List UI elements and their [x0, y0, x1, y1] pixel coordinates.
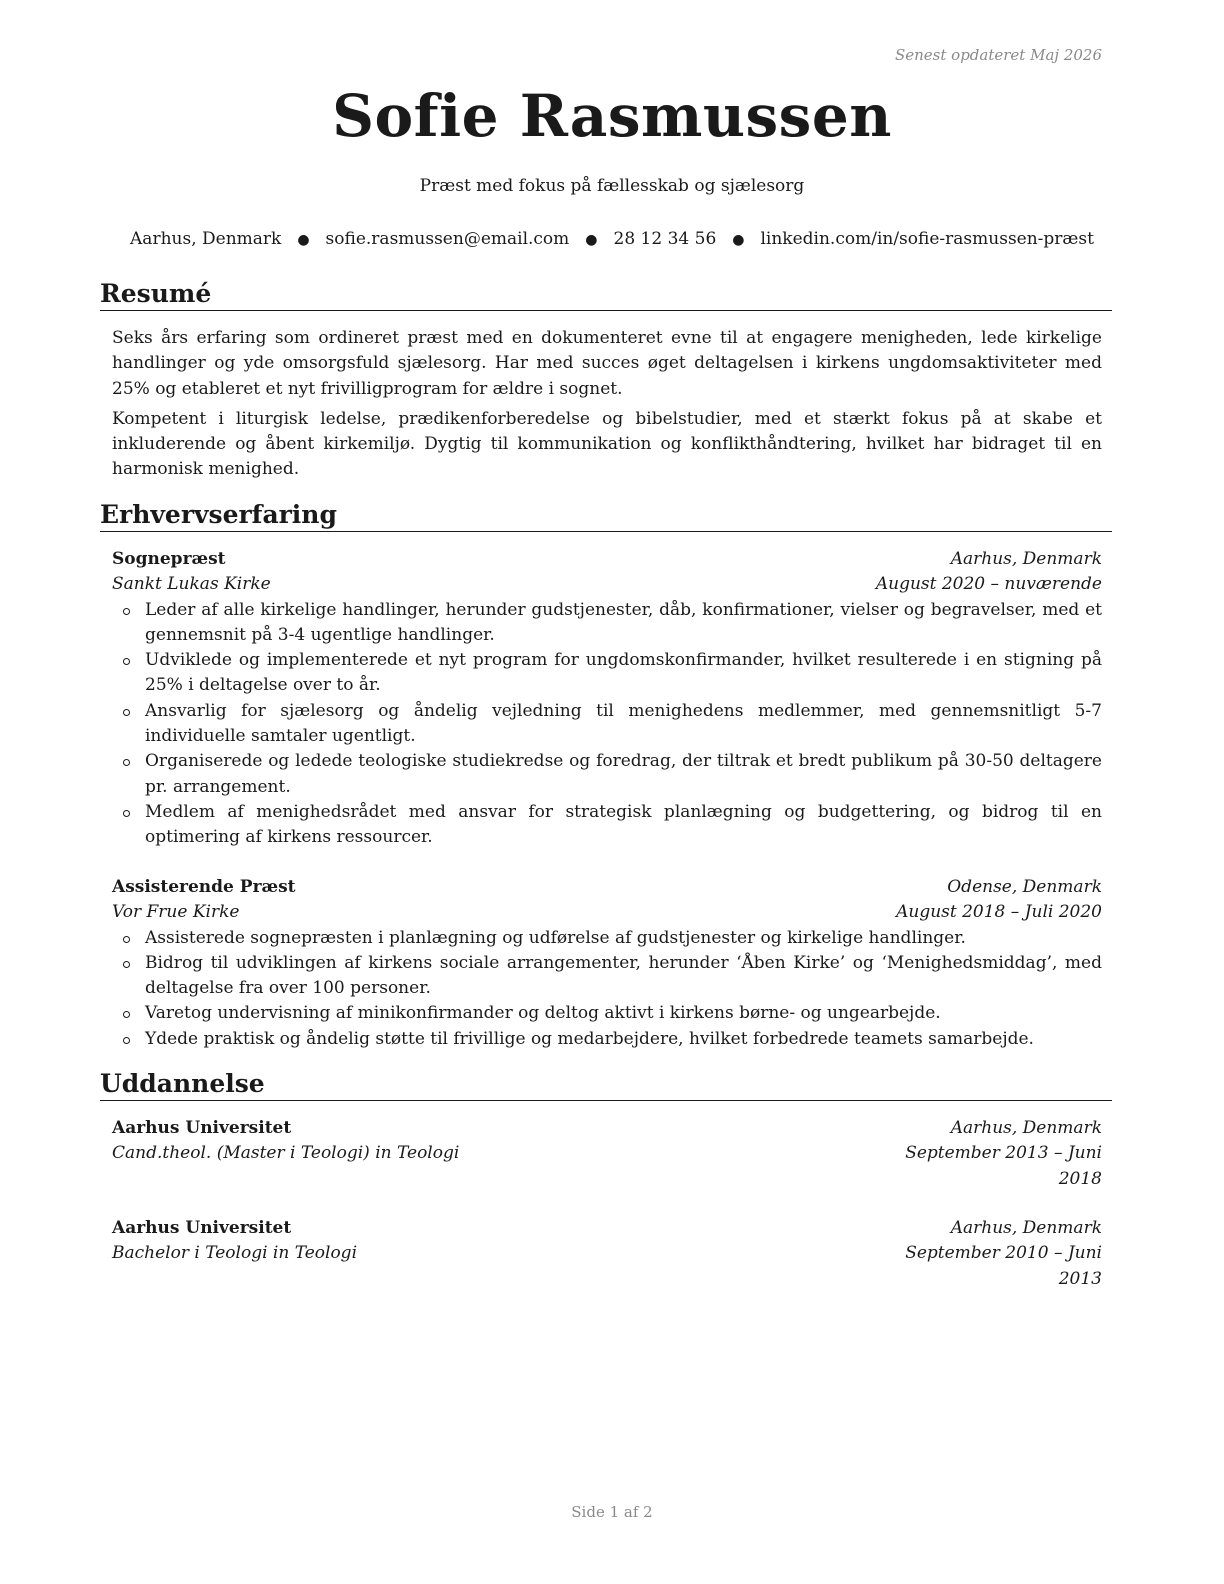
education-dates: September 2010 – Juni 2013	[905, 1243, 1102, 1289]
job-role: Sognepræst	[112, 549, 226, 569]
section-title-experience: Erhvervserfaring	[100, 500, 1112, 532]
bullet-separator-icon: ●	[585, 232, 598, 248]
school-location: Aarhus, Denmark	[950, 1218, 1102, 1238]
bullet-separator-icon: ●	[297, 232, 310, 248]
job-location: Odense, Denmark	[947, 877, 1102, 897]
job-entry	[112, 547, 1102, 851]
contact-line	[0, 229, 1224, 249]
summary-paragraph: Kompetent i liturgisk ledelse, prædikenforberedelse og bibelstudier, med et stærkt fokus på at skabe et inkluderende og åbent kirkemiljø. Dygtig til kommunikation og konflikthåndtering, hvilket har bidraget til en harmonisk menighed.	[112, 408, 1102, 480]
education-entry	[112, 1216, 1102, 1292]
job-org: Vor Frue Kirke	[112, 902, 240, 923]
school-name: Aarhus Universitet	[112, 1218, 292, 1238]
list-item: Medlem af menighedsrådet med ansvar for strategisk planlægning og budgettering, og bidrog til en optimering af kirkens ressourcer.	[112, 800, 1102, 851]
job-dates: August 2018 – Juli 2020	[896, 902, 1102, 923]
list-item: Udviklede og implementerede et nyt program for ungdomskonfirmander, hvilket resulterede i en stigning på 25% i deltagelse over to år.	[112, 648, 1102, 699]
job-bullets	[112, 926, 1102, 1052]
circle-bullet-icon	[123, 759, 130, 766]
job-location: Aarhus, Denmark	[950, 549, 1102, 569]
contact-email[interactable]: sofie.rasmussen@email.com	[325, 229, 570, 249]
tagline: Præst med fokus på fællesskab og sjælesorg	[419, 176, 805, 196]
circle-bullet-icon	[123, 658, 130, 665]
degree: Cand.theol. (Master i Teologi) in Teologi	[112, 1143, 460, 1164]
job-entry	[112, 875, 1102, 1052]
summary-block	[112, 326, 1102, 488]
circle-bullet-icon	[123, 1011, 130, 1018]
list-item: Leder af alle kirkelige handlinger, herunder gudstjenester, dåb, konfirmationer, vielser og begravelser, med et gennemsnit på 3-4 ugentlige handlinger.	[112, 598, 1102, 649]
job-dates: August 2020 – nuværende	[875, 574, 1102, 595]
page-number: Side 1 af 2	[571, 1503, 653, 1521]
education-dates: September 2013 – Juni 2018	[905, 1143, 1102, 1189]
list-item: Organiserede og ledede teologiske studiekredse og foredrag, der tiltrak et bredt publikum på 30-50 deltagere pr. arrangement.	[112, 749, 1102, 800]
list-item: Ydede praktisk og åndelig støtte til frivillige og medarbejdere, hvilket forbedrede teamets samarbejde.	[112, 1027, 1102, 1052]
education-entry	[112, 1116, 1102, 1192]
section-title-education: Uddannelse	[100, 1069, 1112, 1101]
circle-bullet-icon	[123, 1037, 130, 1044]
bullet-separator-icon: ●	[732, 232, 745, 248]
list-item: Varetog undervisning af minikonfirmander og deltog aktivt i kirkens børne- og ungearbejde.	[112, 1001, 1102, 1026]
circle-bullet-icon	[123, 936, 130, 943]
contact-location: Aarhus, Denmark	[130, 229, 282, 249]
circle-bullet-icon	[123, 608, 130, 615]
circle-bullet-icon	[123, 961, 130, 968]
job-role: Assisterende Præst	[112, 877, 296, 897]
list-item: Bidrog til udviklingen af kirkens sociale arrangementer, herunder ‘Åben Kirke’ og ‘Menighedsmiddag’, med deltagelse fra over 100 personer.	[112, 951, 1102, 1002]
school-location: Aarhus, Denmark	[950, 1118, 1102, 1138]
job-bullets	[112, 598, 1102, 851]
school-name: Aarhus Universitet	[112, 1118, 292, 1138]
last-updated: Senest opdateret Maj 2026	[894, 46, 1102, 64]
contact-linkedin[interactable]: linkedin.com/in/sofie-rasmussen-præst	[760, 229, 1094, 249]
summary-paragraph: Seks års erfaring som ordineret præst med en dokumenteret evne til at engagere menigheden, lede kirkelige handlinger og yde omsorgsfuld sjælesorg. Har med succes øget deltagelsen i kirkens ungdomsaktiviteter med 25% og etableret et nyt frivilligprogram for ældre i sognet.	[112, 328, 1102, 399]
circle-bullet-icon	[123, 709, 130, 716]
list-item: Assisterede sognepræsten i planlægning og udførelse af gudstjenester og kirkelige handlinger.	[112, 926, 1102, 951]
candidate-name: Sofie Rasmussen	[332, 82, 892, 150]
contact-phone: 28 12 34 56	[613, 229, 717, 249]
degree: Bachelor i Teologi in Teologi	[112, 1243, 358, 1264]
circle-bullet-icon	[123, 810, 130, 817]
section-title-summary: Resumé	[100, 279, 1112, 311]
job-org: Sankt Lukas Kirke	[112, 574, 271, 595]
list-item: Ansvarlig for sjælesorg og åndelig vejledning til menighedens medlemmer, med gennemsnitligt 5-7 individuelle samtaler ugentligt.	[112, 699, 1102, 750]
